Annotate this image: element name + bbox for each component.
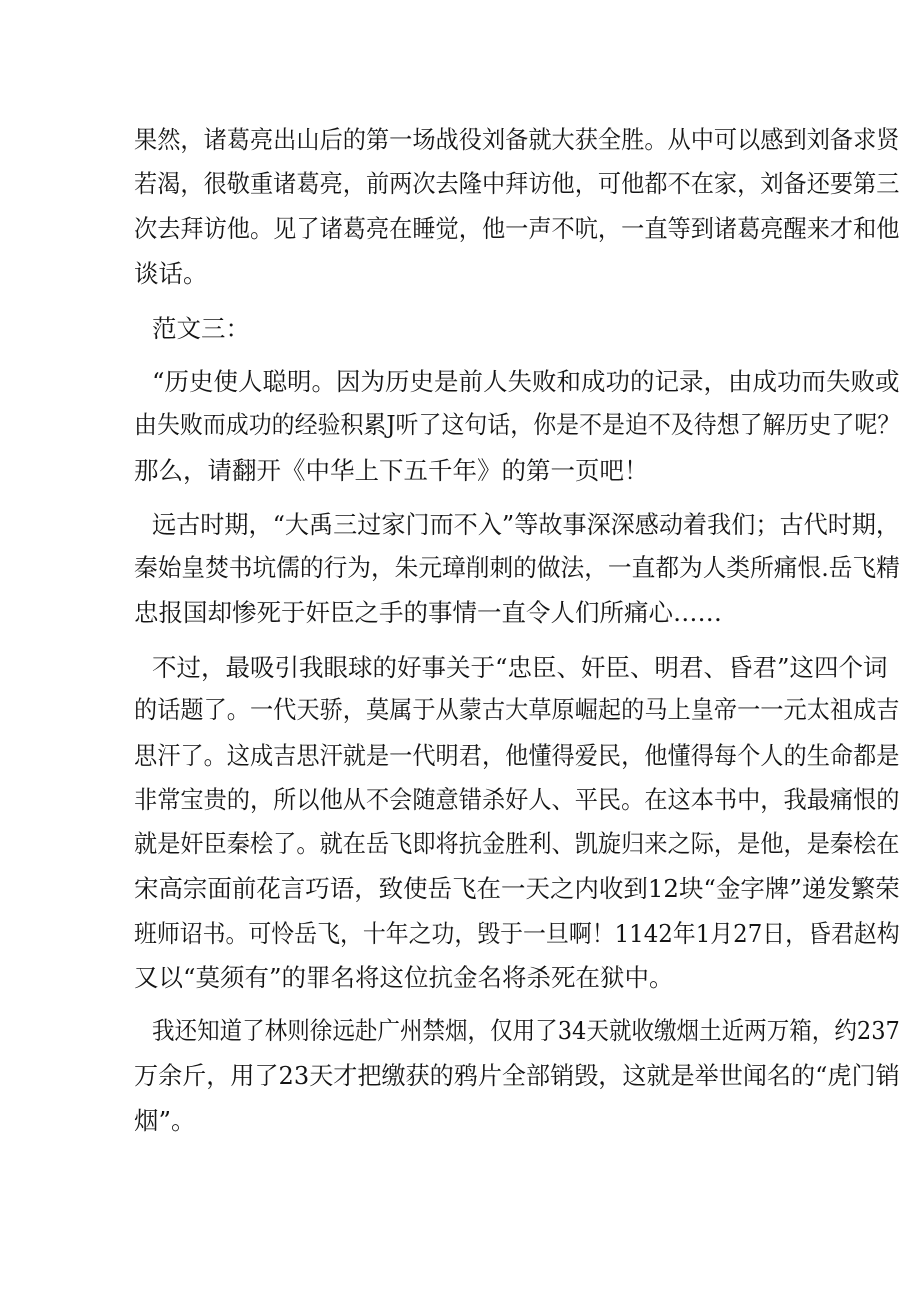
paragraph-3-line-1: “历史使人聪明。因为历史是前人失败和成功的记录，由成功而失败或 (152, 367, 900, 396)
paragraph-6-line-1: 我还知道了林则徐远赴广州禁烟，仅用了34天就收缴烟土近两万箱，约237 (152, 1016, 900, 1045)
paragraph-1-line-1: 果然，诸葛亮出山后的第一场战役刘备就大获全胜。从中可以感到刘备求贤 (134, 125, 900, 154)
paragraph-1-line-4: 谈话。 (134, 259, 208, 288)
paragraph-5-line-3: 思汗了。这成吉思汗就是一代明君，他懂得爱民，他懂得每个人的生命都是 (134, 741, 900, 770)
paragraph-5-line-1: 不过，最吸引我眼球的好事关于“忠臣、奸臣、明君、昏君”这四个词 (152, 653, 888, 682)
paragraph-5-line-2: 的话题了。一代天骄，莫属于从蒙古大草原崛起的马上皇帝一一元太祖成吉 (134, 695, 900, 724)
paragraph-4-line-1: 远古时期，“大禹三过家门而不入”等故事深深感动着我们；古代时期， (152, 510, 901, 539)
paragraph-4-line-3: 忠报国却惨死于奸臣之手的事情一直令人们所痛心…… (134, 598, 722, 627)
paragraph-4-line-2: 秦始皇焚书坑儒的行为，朱元璋削刺的做法，一直都为人类所痛恨.岳飞精 (134, 553, 900, 582)
paragraph-5-line-5: 就是奸臣秦桧了。就在岳飞即将抗金胜利、凯旋归来之际，是他，是秦桧在 (134, 829, 900, 858)
paragraph-5-line-6: 宋高宗面前花言巧语，致使岳飞在一天之内收到12块“金字牌”递发繁荣 (134, 874, 900, 903)
paragraph-6-line-2: 万余斤，用了23天才把缴获的鸦片全部销毁，这就是举世闻名的“虎门销 (134, 1061, 900, 1090)
paragraph-5-line-4: 非常宝贵的，所以他从不会随意错杀好人、平民。在这本书中，我最痛恨的 (134, 785, 900, 814)
paragraph-1-line-3: 次去拜访他。见了诸葛亮在睡觉，他一声不吭，一直等到诸葛亮醒来才和他 (134, 214, 900, 243)
section-heading: 范文三： (152, 314, 250, 343)
paragraph-5-line-7: 班师诏书。可怜岳飞，十年之功，毁于一旦啊！1142年1月27日，昏君赵构 (134, 919, 900, 948)
paragraph-3-line-3: 那么，请翻开《中华上下五千年》的第一页吧！ (134, 456, 649, 485)
paragraph-6-line-3: 烟”。 (134, 1106, 196, 1135)
paragraph-1-line-2: 若渴，很敬重诸葛亮，前两次去隆中拜访他，可他都不在家，刘备还要第三 (134, 169, 900, 198)
paragraph-5-line-8: 又以“莫须有”的罪名将这位抗金名将杀死在狱中。 (134, 963, 674, 992)
paragraph-3-line-2: 由失败而成功的经验积累J听了这句话，你是不是迫不及待想了解历史了呢？ (134, 410, 901, 439)
